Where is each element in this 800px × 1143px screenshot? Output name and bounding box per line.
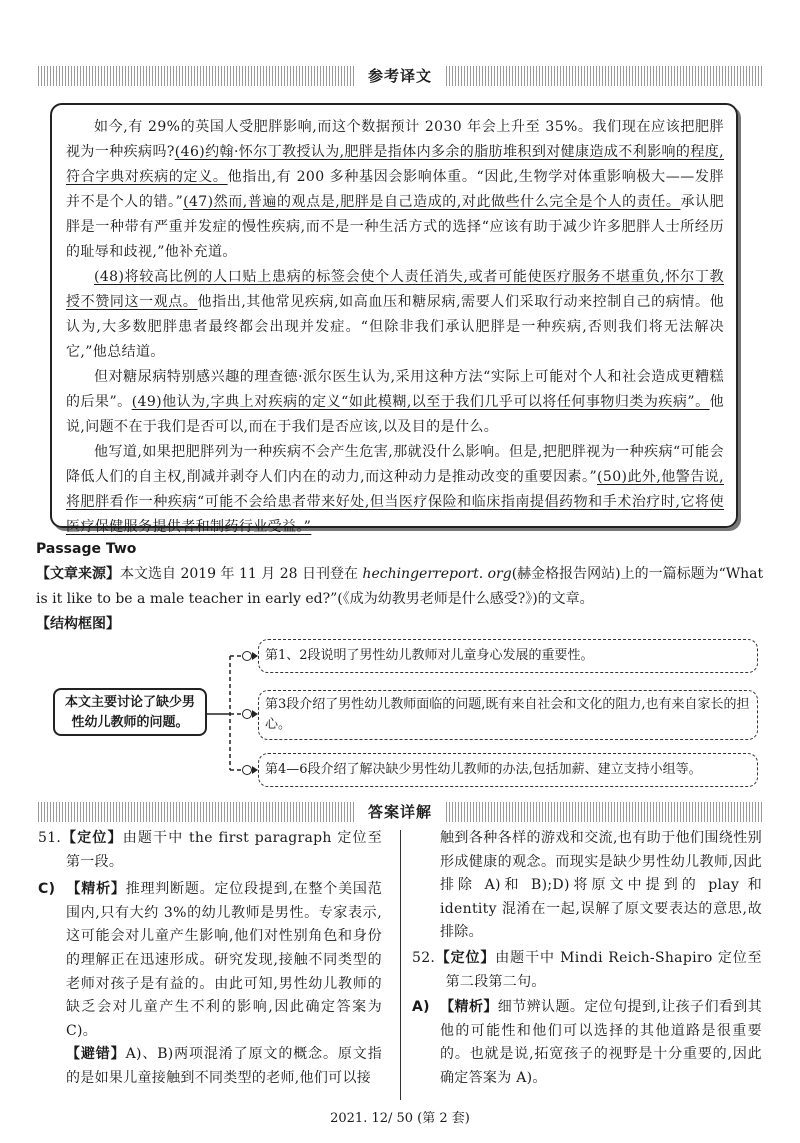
underlined-sentence: (46)约翰·怀尔丁教授认为,肥胖是指体内多余的脂肪堆积到对健康造成不利影响的程度,符合字典对疾病的定义。 — [66, 144, 724, 185]
q51-analysis: C) 【精析】推理判断题。定位段提到,在整个美国范围内,只有大约 3%的幼儿教师是男性。专家表示,这可能会对儿童产生影响,他们对性别角色和身份的理解正在迅速形成。研究发现,接触不同类型的老师对孩子是有益的。由此可知,男性幼儿教师的缺乏会对儿童产生不利的影响,因此确定答案为 C)。 — [38, 878, 382, 1043]
q51-avoid-continued: 触到各种各样的游戏和交流,也有助于他们围绕性别形成健康的观念。而现实是缺少男性幼儿教师,因此排除 A)和 B);D)将原文中提到的 play 和 identity 混淆在一起,误解了原文要表达的意思,故排除。 — [440, 830, 762, 941]
answers-title: 答案详解 — [356, 802, 444, 822]
underlined-sentence: (47)然而,普遍的观点是,肥胖是自己造成的,对此做些什么完全是个人的责任。 — [183, 194, 681, 210]
header-band — [38, 66, 762, 86]
sentence: 承认肥胖是一种带有严重并发症的慢性疾病,而不是一种生活方式的选择“应该有助于减少许多肥胖人士所经历的耻辱和歧视,”他补充道。 — [66, 194, 724, 260]
q51-locate: 51.【定位】由题干中 the first paragraph 定位至第一段。 — [38, 830, 383, 870]
q52-analysis: A) 【精析】细节辨认题。定位句提到,让孩子们看到其他的可能性和他们可以选择的其他道路是很重要的。也就是说,拓宽孩子的视野是十分重要的,因此确定答案为 A)。 — [412, 996, 762, 1090]
structure-diagram — [50, 636, 760, 786]
underlined-sentence: (49)他认为,字典上对疾病的定义“如此模糊,以至于我们几乎可以将任何事物归类为疾病”。 — [131, 394, 710, 410]
passage-title: Passage Two — [36, 541, 137, 557]
diagram-main-topic: 本文主要讨论了缺少男性幼儿教师的问题。 — [53, 688, 207, 736]
q52-locate: 52.【定位】由题干中 Mindi Reich-Shapiro 定位至第二段第二句。 — [412, 949, 762, 990]
sentence: 如今,有 29%的英国人受肥胖影响,而这个数据预计 2030 年会上升至 35%。我们现在应该把肥胖视为一种疾病吗? — [66, 119, 724, 160]
source-text-2: (赫金格报告网站)上的一篇标题为“What is it like to be a male teacher in early ed?”(《成为幼教男老师是什么感受?》)的文章。 — [36, 566, 764, 607]
sentence: 他写道,如果把肥胖列为一种疾病不会产生危害,那就没什么影响。但是,把肥胖视为一种疾病“可能会降低人们的自主权,削减并剥夺人们内在的动力,而这种动力是推动改变的重要因素。” — [66, 444, 724, 485]
sentence: 他说,问题不在于我们是否可以,而在于我们是否应该,以及目的是什么。 — [66, 394, 724, 435]
underlined-sentence: (50)此外,他警告说,将肥胖看作一种疾病“可能不会给患者带来好处,但当医疗保险和临床指南提倡药物和手术治疗时,它将使医疗保健服务提供者和制药行业受益。” — [66, 469, 724, 535]
translation-paragraph-2 — [66, 265, 724, 365]
diagram-item-2: 第3段介绍了男性幼儿教师面临的问题,既有来自社会和文化的阻力,也有来自家长的担心。 — [258, 690, 758, 740]
translation-paragraph-3 — [66, 365, 724, 440]
translation-box — [50, 103, 738, 535]
framework-label: 【结构框图】 — [36, 616, 120, 632]
answers-left-column — [38, 827, 382, 1091]
q51-answer-letter: C) — [38, 881, 56, 898]
translation-paragraph-4 — [66, 440, 724, 540]
column-divider — [400, 830, 401, 1100]
translation-paragraph-1 — [66, 115, 724, 265]
source-label: 【文章来源】 — [36, 566, 120, 582]
connector-dot-icon — [242, 765, 252, 775]
q51-avoid: 【避错】A)、B)两项混淆了原文的概念。原文指的是如果儿童接触到不同类型的老师,他们可以接 — [66, 1046, 382, 1086]
page-footer: 2021. 12/ 50 (第 2 套) — [330, 1111, 470, 1126]
source-text-1: 本文选自 2019 年 11 月 28 日刊登在 — [120, 566, 363, 582]
answers-band — [38, 802, 762, 822]
sentence: 但对糖尿病特别感兴趣的理查德·派尔医生认为,采用这种方法“实际上可能对个人和社会造成更糟糕的后果”。 — [66, 369, 724, 410]
diagram-item-3: 第4—6段介绍了解决缺少男性幼儿教师的办法,包括加薪、建立支持小组等。 — [258, 753, 758, 787]
sentence: 他指出,其他常见疾病,如高血压和糖尿病,需要人们采取行动来控制自己的病情。他认为,大多数肥胖患者最终都会出现并发症。“但除非我们承认肥胖是一种疾病,否则我们将无法解决它,”他总结道。 — [66, 294, 724, 360]
connector-dot-icon — [242, 651, 252, 661]
underlined-sentence: (48)将较高比例的人口贴上患病的标签会使个人责任消失,或者可能使医疗服务不堪重负,怀尔丁教授不赞同这一观点。 — [66, 269, 724, 310]
section-title: 参考译文 — [356, 66, 444, 86]
sentence: 他指出,有 200 多种基因会影响体重。“因此,生物学对体重影响极大——发胖并不是个人的错。” — [66, 169, 724, 210]
diagram-item-1: 第1、2段说明了男性幼儿教师对儿童身心发展的重要性。 — [258, 639, 758, 673]
source-site: hechingerreport. org — [362, 566, 512, 582]
passage-section — [36, 537, 766, 637]
answers-right-column — [412, 827, 762, 1091]
article-source — [36, 562, 766, 612]
q52-answer-letter: A) — [412, 999, 430, 1016]
connector-dot-icon — [242, 709, 252, 719]
